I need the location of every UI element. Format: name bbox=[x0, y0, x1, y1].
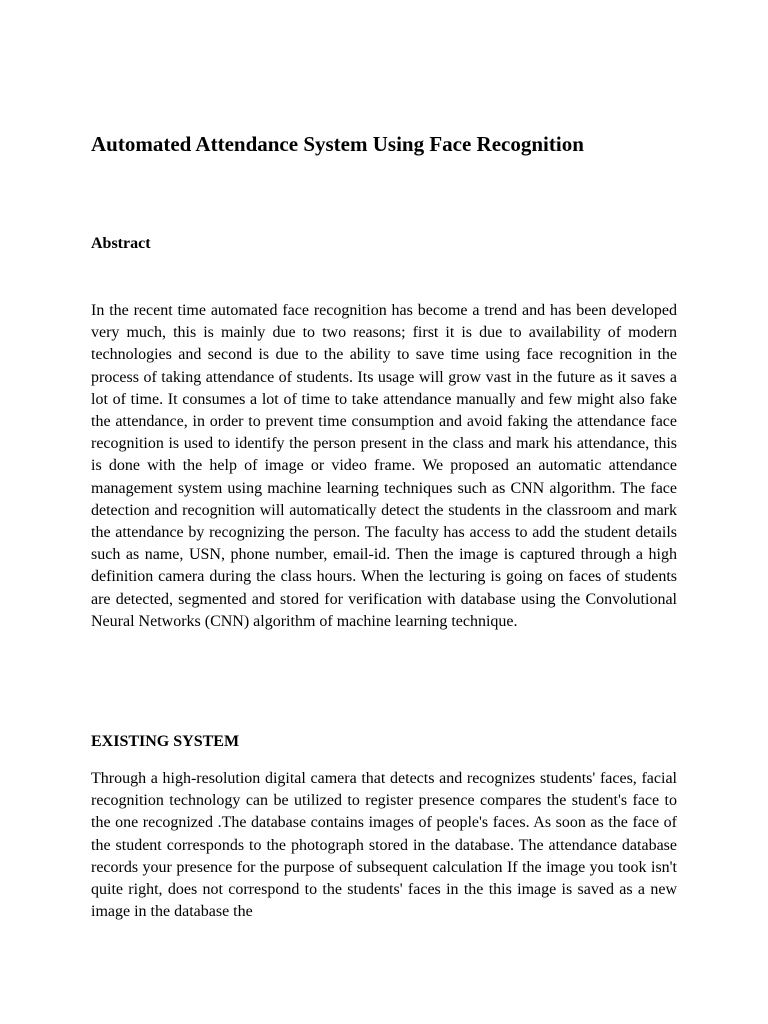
document-title: Automated Attendance System Using Face Recognition bbox=[91, 132, 584, 156]
abstract-heading: Abstract bbox=[91, 235, 151, 252]
existing-system-paragraph: Through a high-resolution digital camera that detects and recognizes students' faces, facial recognition technology can be utilized to register presence compares the student's face to the one recognized .The database contains images of people's faces. As soon as the face of the student corresponds to the photograph stored in the database. The attendance database records your presence for the purpose of subsequent calculation If the image you took isn't quite right, does not correspond to the students' faces in the this image is saved as a new image in the database the bbox=[91, 770, 677, 921]
existing-system-heading: EXISTING SYSTEM bbox=[91, 733, 240, 750]
abstract-paragraph: In the recent time automated face recognition has become a trend and has been developed very much, this is mainly due to two reasons; first it is due to availability of modern technologies and second is due to the ability to save time using face recognition in the process of taking attendance of students. Its usage will grow vast in the future as it saves a lot of time. It consumes a lot of time to take attendance manually and few might also fake the attendance, in order to prevent time consumption and avoid faking the attendance face recognition is used to identify the person present in the class and mark his attendance, this is done with the help of image or video frame. We proposed an automatic attendance management system using machine learning techniques such as CNN algorithm. The face detection and recognition will automatically detect the students in the classroom and mark the attendance by recognizing the person. The faculty has access to add the student details such as name, USN, phone number, email-id. Then the image is captured through a high definition camera during the class hours. When the lecturing is going on faces of students are detected, segmented and stored for verification with database using the Convolutional Neural Networks (CNN) algorithm of machine learning technique. bbox=[91, 302, 677, 630]
